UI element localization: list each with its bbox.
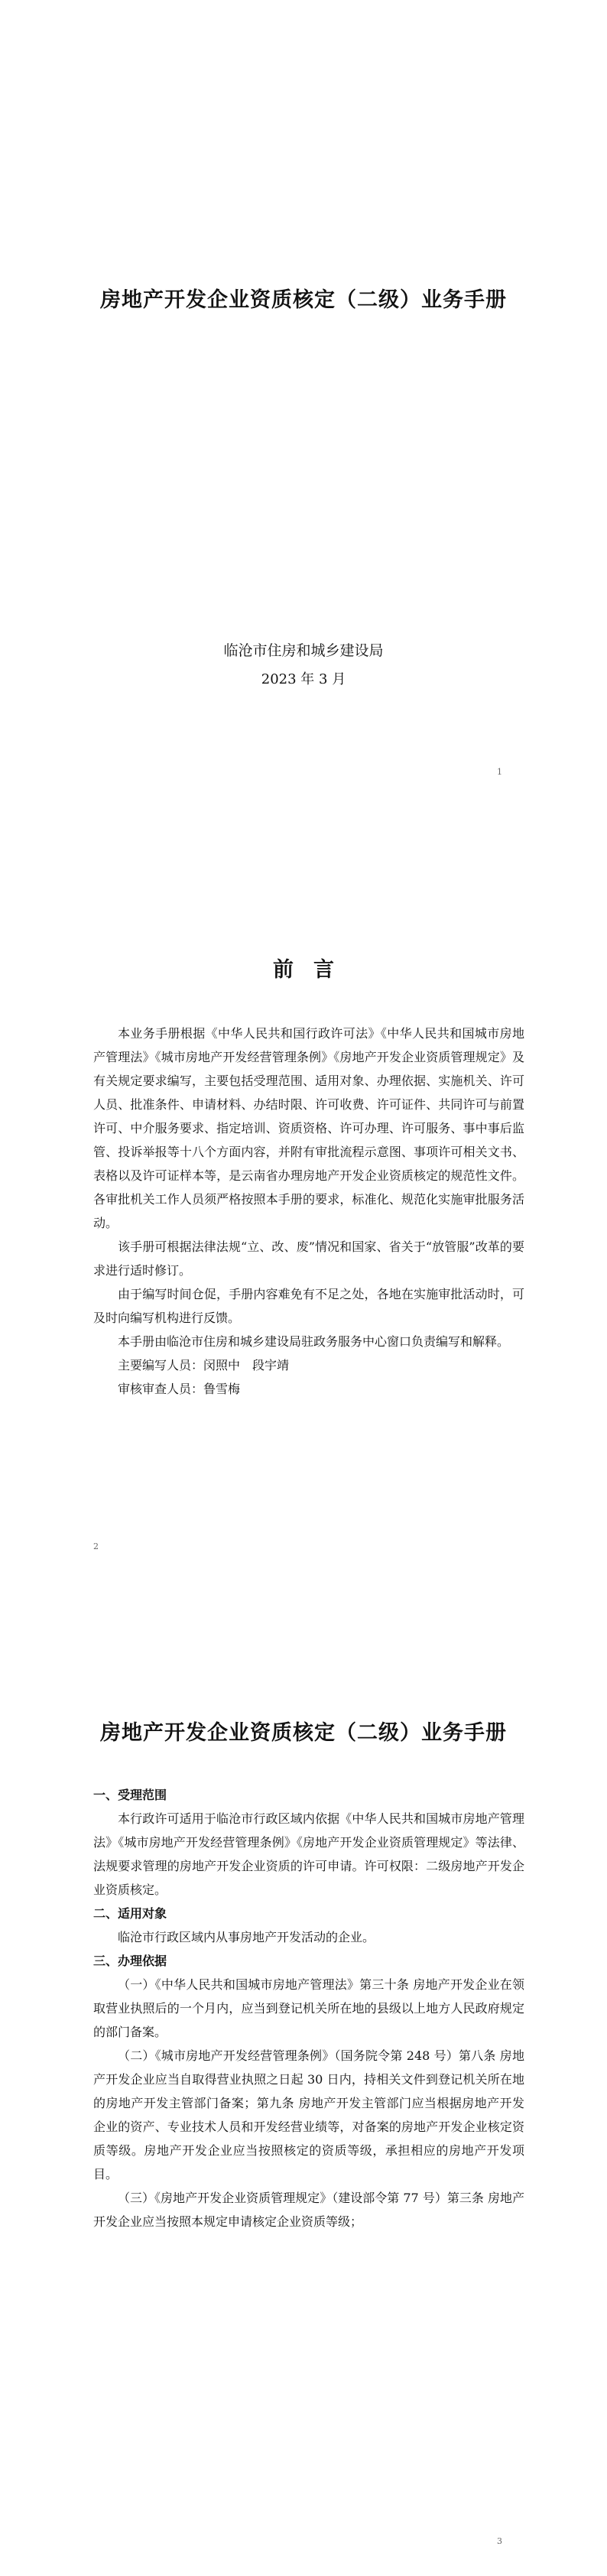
section-heading: 一、受理范围 xyxy=(93,1788,167,1802)
preface-body xyxy=(93,1022,524,1401)
manual-body xyxy=(93,1783,524,2233)
page-number: 3 xyxy=(497,2536,502,2546)
section-heading: 三、办理依据 xyxy=(93,1954,167,1968)
preface-editors: 主要编写人员：闵照中 段宇靖 xyxy=(118,1358,290,1372)
preface-paragraph: 本业务手册根据《中华人民共和国行政许可法》《中华人民共和国城市房地产管理法》《城市房地产开发经营管理条例》《房地产开发企业资质管理规定》及有关规定要求编写，主要包括受理范围、适用对象、办理依据、实施机关、许可人员、批准条件、申请材料、办结时限、许可收费、许可证件、共同许可与前置许可、中介服务要求、指定培训、资质资格、许可办理、许可服务、事中事后监管、投诉举报等十八个方面内容，并附有审批流程示意图、事项许可相关文书、表格以及许可证样本等，是云南省办理房地产开发企业资质核定的规范性文件。各审批机关工作人员须严格按照本手册的要求，标准化、规范化实施审批服务活动。 xyxy=(93,1026,524,1230)
preface-page xyxy=(0,830,607,1661)
manual-title: 房地产开发企业资质核定（二级）业务手册 xyxy=(100,1721,507,1745)
cover-date: 2023 年 3 月 xyxy=(261,671,346,687)
cover-page xyxy=(0,0,607,830)
page-number: 1 xyxy=(497,767,502,777)
preface-reviewers: 审核审查人员：鲁雪梅 xyxy=(118,1382,241,1396)
preface-title: 前言 xyxy=(273,958,354,982)
page-number: 2 xyxy=(93,1541,99,1551)
preface-paragraph: 由于编写时间仓促，手册内容难免有不足之处，各地在实施审批活动时，可及时向编写机构进行反馈。 xyxy=(93,1287,524,1325)
section-paragraph: （二）《城市房地产开发经营管理条例》（国务院令第 248 号）第八条 房地产开发企业应当自取得营业执照之日起 30 日内，持相关文件到登记机关所在地的房地产开发主管部门备案；第九条 房地产开发主管部门应当根据房地产开发企业的资产、专业技术人员和开发经营业绩等，对备案的房地产开发企业核定资质等级。房地产开发企业应当按照核定的资质等级，承担相应的房地产开发项目。 xyxy=(93,2048,524,2181)
section-paragraph: 临沧市行政区域内从事房地产开发活动的企业。 xyxy=(118,1930,375,1944)
preface-paragraph: 本手册由临沧市住房和城乡建设局驻政务服务中心窗口负责编写和解释。 xyxy=(118,1334,510,1349)
section-paragraph: （一）《中华人民共和国城市房地产管理法》第三十条 房地产开发企业在领取营业执照后的一个月内，应当到登记机关所在地的县级以上地方人民政府规定的部门备案。 xyxy=(93,1977,524,2039)
section-paragraph: （三）《房地产开发企业资质管理规定》（建设部令第 77 号）第三条 房地产开发企业应当按照本规定申请核定企业资质等级； xyxy=(93,2191,524,2229)
preface-paragraph: 该手册可根据法律法规“立、改、废”情况和国家、省关于“放管服”改革的要求进行适时修订。 xyxy=(93,1239,524,1278)
manual-page xyxy=(0,1661,607,2576)
section-heading: 二、适用对象 xyxy=(93,1906,167,1921)
cover-issuer: 临沧市住房和城乡建设局 xyxy=(223,642,384,659)
cover-title: 房地产开发企业资质核定（二级）业务手册 xyxy=(100,288,507,312)
section-paragraph: 本行政许可适用于临沧市行政区域内依据《中华人民共和国城市房地产管理法》《城市房地产开发经营管理条例》《房地产开发企业资质管理规定》等法律、法规要求管理的房地产开发企业资质的许可申请。许可权限：二级房地产开发企业资质核定。 xyxy=(93,1811,524,1897)
